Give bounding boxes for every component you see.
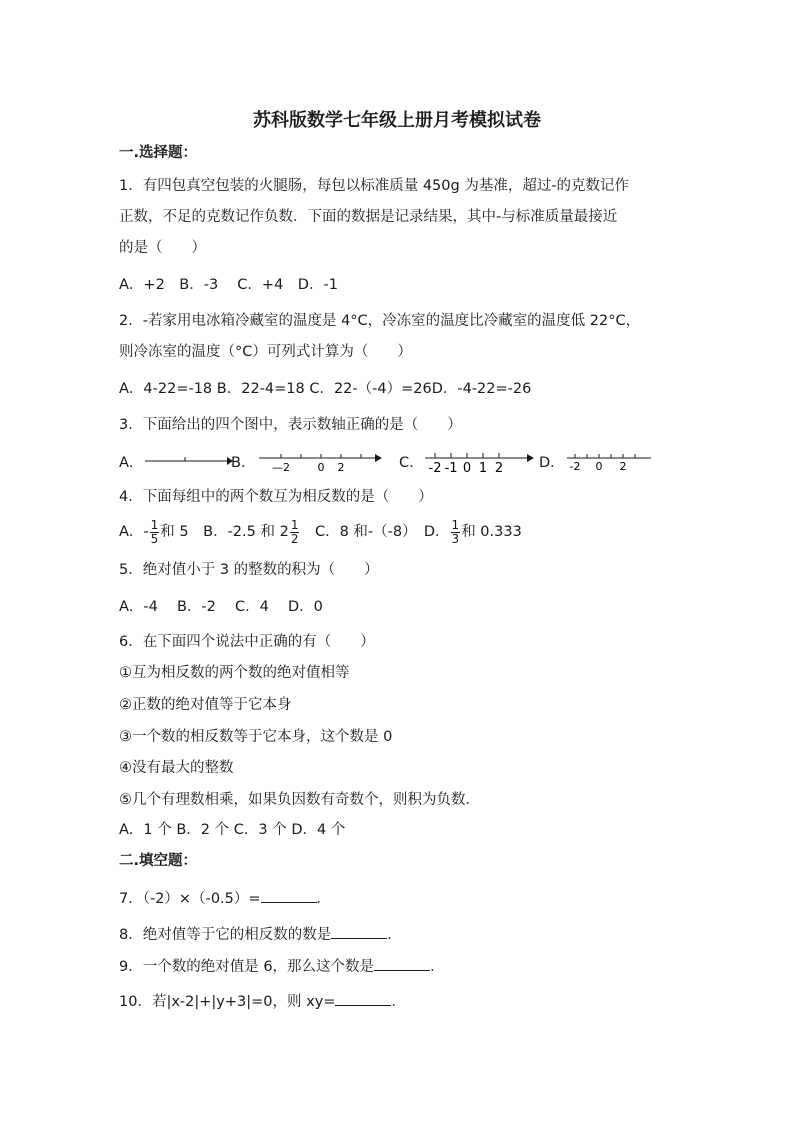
q3-option-b-label: B． [231,455,256,471]
answer-blank [331,924,387,939]
tick-label: 2 [619,460,627,473]
q5-options: A．-4 B．-2 C．4 D．0 [119,599,323,615]
q6-options: A．1 个 B．2 个 C．3 个 D．4 个 [119,822,346,838]
tick-label: —2 [272,461,290,473]
q4-a-prefix: A．- [119,524,149,540]
tick-label: -2 [428,461,442,474]
q6-statement-1: ①互为相反数的两个数的绝对值相等 [119,665,350,681]
tick-label: 0 [462,461,472,474]
tick-label: 1 [478,461,488,474]
fraction-one-third: $\frac{1}{3}$ [451,517,460,546]
q4-a-text: 和 5 B．-2.5 和 2 [160,524,289,540]
number-line-a [143,452,233,472]
q3-option-c-label: C． [399,455,424,471]
q4-b-text: C．8 和-（-8） D． [300,524,450,540]
q6-statement-2: ②正数的绝对值等于它本身 [119,697,292,713]
q3-option-d-label: D． [539,455,565,471]
q7: 7．（-2）×（-0.5）= ． [119,888,331,909]
section-choice-heading: 一.选择题： [119,145,198,161]
number-line-c [423,446,535,474]
q4-options [119,516,522,548]
q3-options [119,446,679,476]
section-fill-heading: 二.填空题： [119,853,198,869]
q6-statement-4: ④没有最大的整数 [119,760,234,776]
q1-line3: 的是（ ） [119,240,206,256]
q3-option-a-label: A． [119,455,144,471]
tick-label: 0 [317,461,325,473]
q6-statement-5: ⑤几个有理数相乘，如果负因数有奇数个，则积为负数． [119,792,480,808]
q2-line1: 2．-若家用电冰箱冷藏室的温度是 4°C，冷冻室的温度比冷藏室的温度低 22°C， [119,313,641,329]
q6-line1: 6．在下面四个说法中正确的有（ ） [119,634,375,650]
q6-statement-3: ③一个数的相反数等于它本身，这个数是 0 [119,729,393,745]
q4-d-text: 和 0.333 [461,524,522,540]
tick-label: 0 [595,460,603,473]
q2-options: A．4-22=-18 B．22-4=18 C．22-（-4）=26D．-4-22=-26 [119,381,532,397]
q8: 8．绝对值等于它的相反数的数是 ． [119,924,402,945]
tick-label: -2 [569,460,581,473]
q2-line2: 则冷冻室的温度（°C）可列式计算为（ ） [119,344,412,360]
q9: 9．一个数的绝对值是 6，那么这个数是 ． [119,956,445,977]
answer-blank [335,991,391,1006]
tick-label: -1 [444,461,458,474]
answer-blank [374,956,430,971]
number-line-b [257,449,383,473]
q4-line1: 4．下面每组中的两个数互为相反数的是（ ） [119,489,433,505]
q3-line1: 3．下面给出的四个图中，表示数轴正确的是（ ） [119,417,462,433]
answer-blank [261,888,317,903]
q1-options: A．+2 B．-3 C．+4 D．-1 [119,277,338,293]
tick-label: 2 [494,461,504,474]
q1-line2: 正数，不足的克数记作负数．下面的数据是记录结果，其中-与标准质量最接近 [119,209,618,225]
q1-line1: 1．有四包真空包装的火腿肠，每包以标准质量 450g 为基准，超过-的克数记作 [119,178,630,194]
fraction-one-half: $\frac{1}{2}$ [290,517,299,546]
tick-label: 2 [337,461,345,473]
q10: 10．若|x-2|+|y+3|=0，则 xy= ． [119,991,406,1012]
q5-line1: 5．绝对值小于 3 的整数的积为（ ） [119,562,379,578]
page-title: 苏科版数学七年级上册月考模拟试卷 [253,110,541,131]
fraction-one-fifth: $\frac{1}{5}$ [150,517,159,546]
number-line-d [565,449,655,473]
